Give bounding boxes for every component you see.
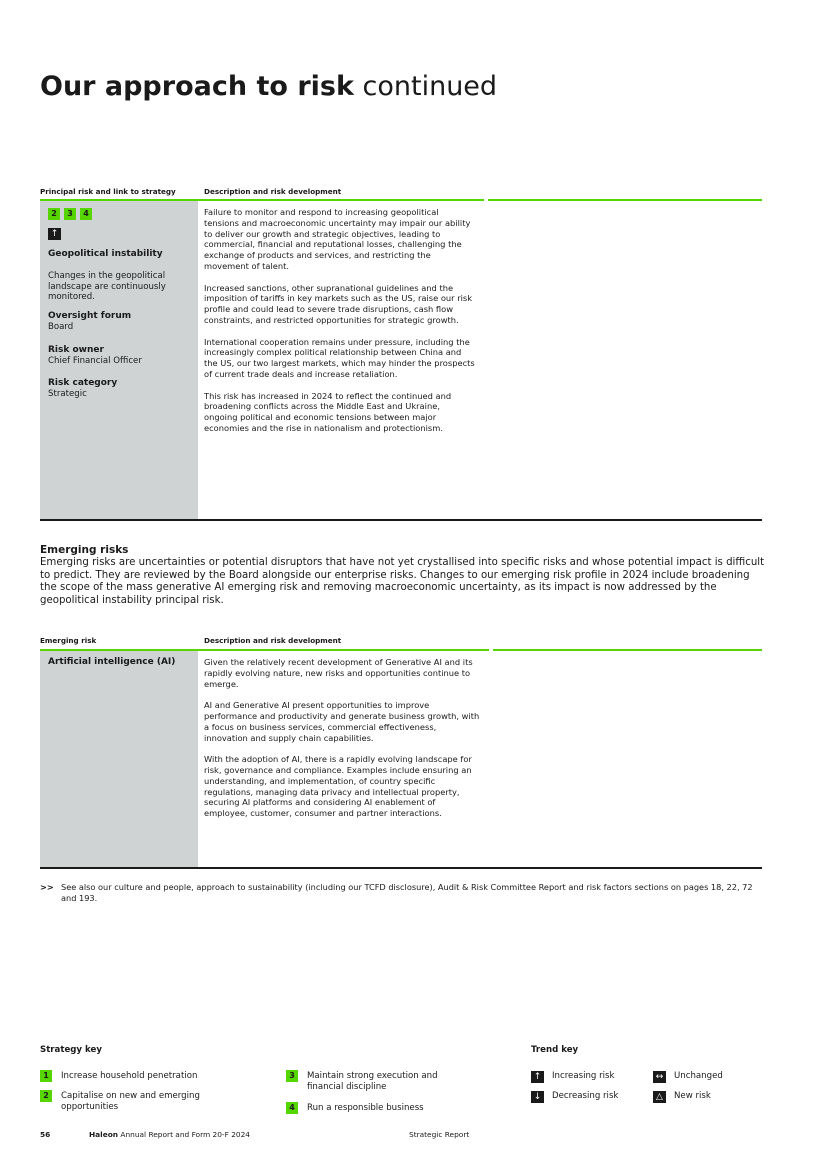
trend-key-label: New risk bbox=[674, 1091, 711, 1101]
strategy-badge: 4 bbox=[286, 1102, 298, 1114]
strategy-badge: 3 bbox=[64, 208, 76, 220]
trend-key-item bbox=[653, 1071, 723, 1083]
unchanged-risk-icon: ↔ bbox=[653, 1071, 666, 1083]
description-paragraph: Increased sanctions, other supranational guidelines and the imposition of tariffs in key markets such as the US, raise our risk profile and could lead to severe trade disruptions, cash flow constraints, and restricted opportunities for strategic growth. bbox=[204, 282, 473, 325]
strategy-badge: 3 bbox=[286, 1070, 298, 1082]
emerging-col1-header: Emerging risk bbox=[40, 636, 97, 645]
page-title-bold: Our approach to risk bbox=[40, 71, 354, 102]
emerging-description bbox=[204, 657, 480, 830]
see-also-marker: >> bbox=[40, 882, 54, 892]
principal-risk-details bbox=[48, 208, 194, 408]
decreasing-risk-icon: ↓ bbox=[531, 1091, 544, 1103]
strategy-key-item bbox=[40, 1091, 240, 1113]
description-paragraph: Given the relatively recent development of Generative AI and its rapidly evolving nature, new risks and opportunities continue to emerge. bbox=[204, 657, 473, 689]
trend-key-label: Decreasing risk bbox=[552, 1091, 619, 1101]
strategy-badges bbox=[48, 208, 194, 220]
principal-col2-header: Description and risk development bbox=[204, 187, 342, 196]
footer-report-title: Annual Report and Form 20-F 2024 bbox=[120, 1130, 251, 1139]
footer-brand: Haleon bbox=[89, 1130, 119, 1139]
description-paragraph: Failure to monitor and respond to increasing geopolitical tensions and macroeconomic uncertainty may impair our ability to deliver our growth and strategic objectives, leading to commercial, financial and reputational losses, challenging the exchange of products and services, and restricting the movement of talent. bbox=[204, 207, 471, 271]
emerging-col2-header: Description and risk development bbox=[204, 636, 342, 645]
strategy-key-item bbox=[286, 1103, 486, 1114]
oversight-value: Board bbox=[48, 321, 74, 332]
increasing-risk-icon: ↑ bbox=[48, 228, 61, 240]
trend-key-title: Trend key bbox=[531, 1045, 579, 1055]
page-title-continued: continued bbox=[353, 71, 498, 102]
strategy-key-item bbox=[40, 1071, 260, 1082]
trend-key-label: Increasing risk bbox=[552, 1071, 615, 1081]
strategy-badge: 1 bbox=[40, 1070, 52, 1082]
new-risk-icon: △ bbox=[653, 1091, 666, 1103]
emerging-risks-body: Emerging risks are uncertainties or potential disruptors that have not yet crystallised into specific risks and whose potential impact is difficult to predict. They are reviewed by the Board alongside our enterprise risks. Changes to our emerging risk profile in 2024 include broadening the scope of the mass generative AI emerging risk and removing macroeconomic uncertainty, as its impact is now addressed by the geopolitical instability principal risk. bbox=[40, 557, 765, 606]
principal-col1-header: Principal risk and link to strategy bbox=[40, 187, 176, 196]
strategy-key-title: Strategy key bbox=[40, 1045, 102, 1055]
emerging-table-bottom-rule bbox=[40, 867, 762, 869]
trend-key-item bbox=[653, 1091, 711, 1103]
strategy-key-label: Capitalise on new and emerging opportunities bbox=[61, 1091, 200, 1112]
trend-key-item bbox=[531, 1091, 618, 1103]
risk-name: Geopolitical instability bbox=[48, 249, 163, 259]
strategy-badge: 4 bbox=[80, 208, 92, 220]
principal-table-bottom-rule bbox=[40, 519, 762, 521]
description-paragraph: AI and Generative AI present opportunities to improve performance and productivity and generate business growth, with a focus on business services, commercial effectiveness, innovation and supply chain capabilities. bbox=[204, 700, 480, 743]
description-paragraph: This risk has increased in 2024 to reflect the continued and broadening conflicts across the Middle East and Ukraine, ongoing political and economic tensions between major economies and the rise in nationalism and protectionism. bbox=[204, 390, 452, 433]
increasing-risk-icon: ↑ bbox=[531, 1071, 544, 1083]
oversight-label: Oversight forum bbox=[48, 311, 132, 322]
strategy-key-label: Run a responsible business bbox=[307, 1103, 424, 1113]
risk-summary: Changes in the geopolitical landscape are continuously monitored. bbox=[48, 270, 166, 303]
category-value: Strategic bbox=[48, 389, 87, 400]
trend-key-label: Unchanged bbox=[674, 1071, 723, 1081]
emerging-left-panel bbox=[40, 651, 198, 868]
page-title bbox=[40, 70, 497, 104]
strategy-key-item bbox=[286, 1071, 446, 1093]
see-also-text: See also our culture and people, approach to sustainability (including our TCFD disclosure), Audit & Risk Committee Report and risk factors sections on pages 18, 22, 72 and 193. bbox=[61, 882, 753, 903]
footer-report bbox=[89, 1130, 250, 1139]
strategy-key-label: Maintain strong execution and financial discipline bbox=[307, 1071, 438, 1092]
category-label: Risk category bbox=[48, 378, 118, 389]
owner-label: Risk owner bbox=[48, 344, 104, 355]
emerging-risks-title: Emerging risks bbox=[40, 544, 129, 556]
trend-key-item bbox=[531, 1071, 614, 1083]
footer-section: Strategic Report bbox=[409, 1130, 470, 1139]
strategy-key-label: Increase household penetration bbox=[61, 1071, 198, 1081]
principal-description bbox=[204, 207, 476, 445]
page-number: 56 bbox=[40, 1130, 51, 1139]
strategy-badge: 2 bbox=[40, 1090, 52, 1102]
strategy-badge: 2 bbox=[48, 208, 60, 220]
emerging-risk-name: Artificial intelligence (AI) bbox=[48, 657, 176, 667]
description-paragraph: International cooperation remains under pressure, including the increasingly complex political relationship between China and the US, our two largest markets, which may hinder the prospects of current trade deals and increase retaliation. bbox=[204, 336, 475, 379]
description-paragraph: With the adoption of AI, there is a rapidly evolving landscape for risk, governance and compliance. Examples include ensuring an understanding, and implementation, of country specific regulations, managing data privacy and intellectual property, securing AI platforms and considering AI enablement of employee, customer, consumer and partner interactions. bbox=[204, 754, 472, 819]
owner-value: Chief Financial Officer bbox=[48, 355, 142, 366]
see-also-note bbox=[40, 882, 770, 903]
